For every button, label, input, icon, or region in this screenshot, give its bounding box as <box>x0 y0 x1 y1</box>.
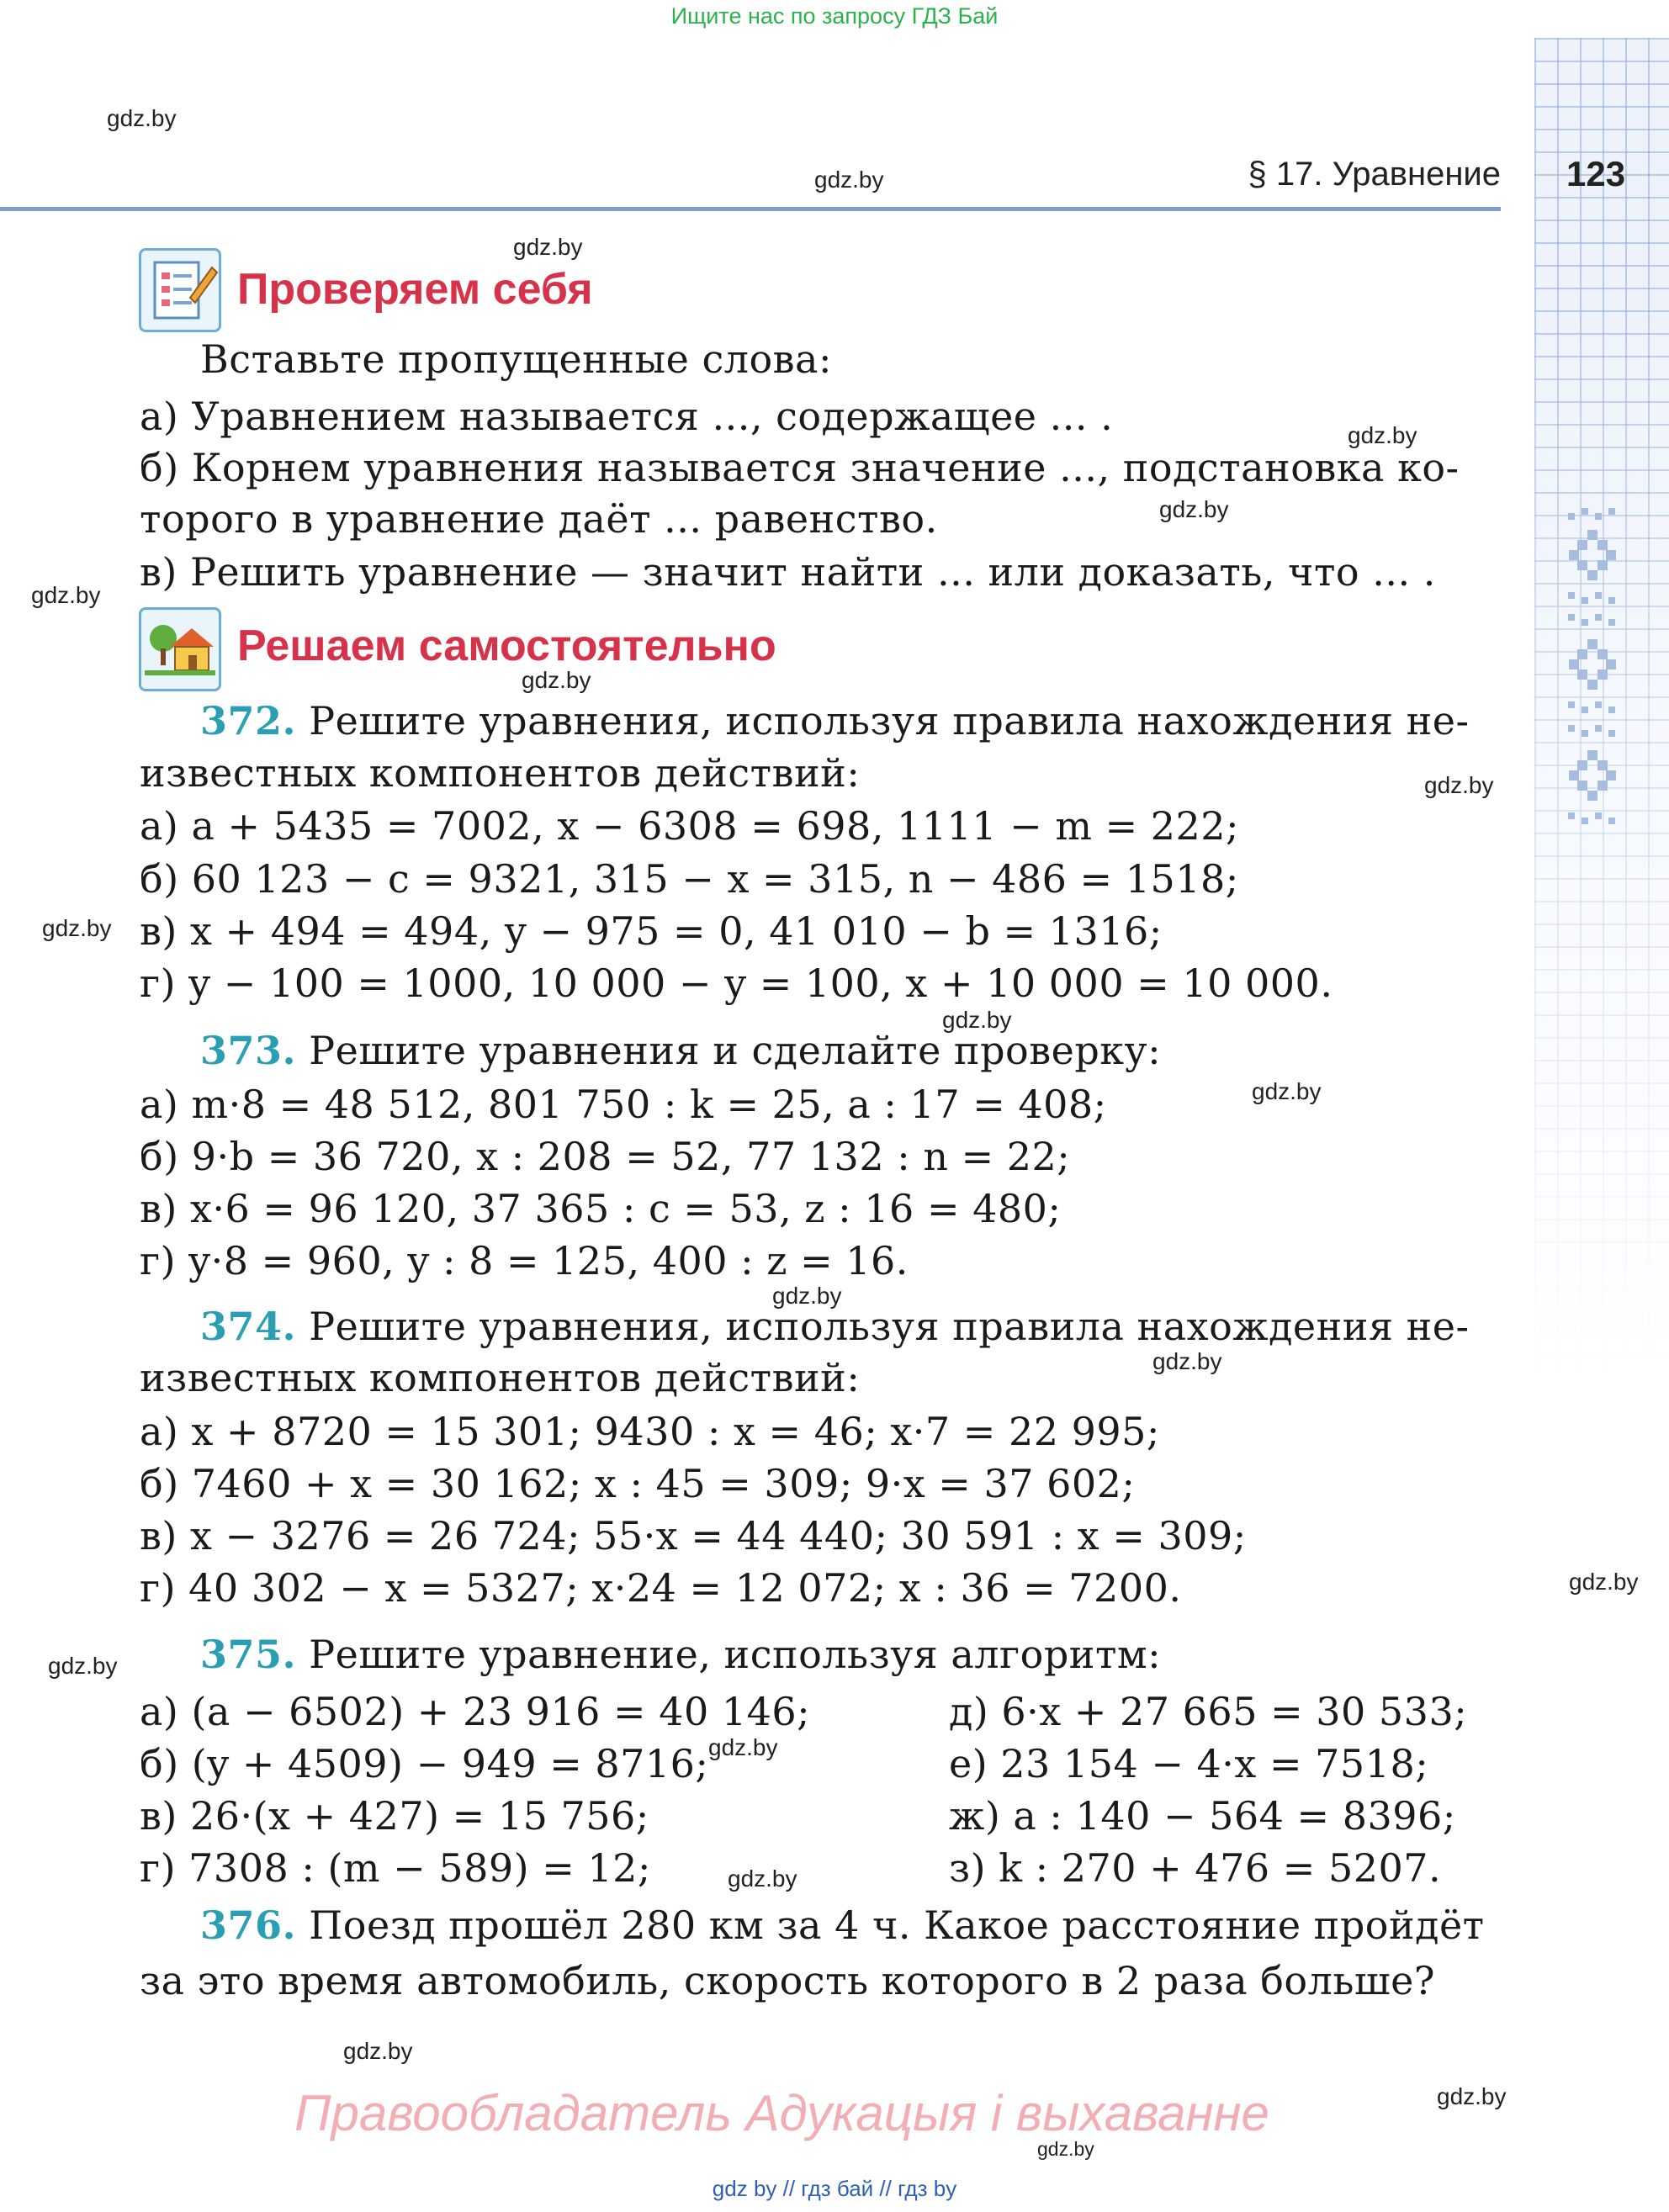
watermark: gdz.by <box>31 582 101 608</box>
task-372-a: а) a + 5435 = 7002, x − 6308 = 698, 1111 − m = 222; <box>140 803 1240 849</box>
folk-ornament-decoration <box>1565 505 1624 900</box>
watermark: gdz.by <box>1037 2138 1094 2160</box>
task-375-d: г) 7308 : (m − 589) = 12; <box>140 1845 651 1891</box>
watermark: gdz.by <box>1152 1348 1222 1374</box>
copyright-footer: Правообладатель Адукацыя і выхаванне <box>294 2085 1269 2141</box>
task-374-a: а) x + 8720 = 15 301; 9430 : x = 46; x·7 = 22 995; <box>140 1409 1160 1454</box>
watermark: gdz.by <box>1569 1569 1639 1595</box>
task-375-e: д) 6·x + 27 665 = 30 533; <box>949 1689 1468 1734</box>
watermark: gdz.by <box>1437 2083 1507 2109</box>
task-374-cont: известных компонентов действий: <box>140 1355 861 1400</box>
task-number: 376. <box>200 1902 297 1948</box>
task-374 <box>200 1304 1470 1349</box>
task-373-c: в) x·6 = 96 120, 37 365 : c = 53, z : 16 = 480; <box>140 1186 1062 1231</box>
check-yourself-heading: Проверяем себя <box>237 265 593 314</box>
check-line-c: в) Решить уравнение — значит найти ... или доказать, что ... . <box>140 549 1436 595</box>
watermark: gdz.by <box>343 2038 413 2064</box>
check-intro: Вставьте пропущенные слова: <box>200 336 832 382</box>
watermark: gdz.by <box>42 915 112 941</box>
task-text: Решите уравнение, используя алгоритм: <box>296 1632 1162 1677</box>
watermark: gdz.by <box>1424 772 1494 798</box>
top-banner[interactable]: Ищите нас по запросу ГДЗ Бай <box>670 3 999 29</box>
task-374-c: в) x − 3276 = 26 724; 55·x = 44 440; 30 591 : x = 309; <box>140 1513 1247 1558</box>
task-372 <box>200 698 1470 744</box>
checklist-icon <box>139 248 221 332</box>
task-375-h: з) k : 270 + 476 = 5207. <box>949 1845 1442 1891</box>
task-375-f: е) 23 154 − 4·x = 7518; <box>949 1741 1429 1786</box>
task-375-c: в) 26·(x + 427) = 15 756; <box>140 1793 649 1839</box>
house-icon <box>139 607 221 691</box>
watermark: gdz.by <box>522 667 591 693</box>
task-number: 375. <box>200 1632 297 1677</box>
task-374-d: г) 40 302 − x = 5327; x·24 = 12 072; x : 36 = 7200. <box>140 1565 1182 1611</box>
task-375-g: ж) a : 140 − 564 = 8396; <box>949 1793 1456 1839</box>
task-number: 374. <box>200 1304 297 1349</box>
task-text: Поезд прошёл 280 км за 4 ч. Какое расстояние пройдёт <box>296 1902 1485 1948</box>
task-373-d: г) y·8 = 960, y : 8 = 125, 400 : z = 16. <box>140 1238 909 1283</box>
check-line-a: а) Уравнением называется ..., содержащее ... . <box>140 394 1114 439</box>
task-373-b: б) 9·b = 36 720, x : 208 = 52, 77 132 : n = 22; <box>140 1134 1071 1179</box>
task-375-a: а) (a − 6502) + 23 916 = 40 146; <box>140 1689 811 1734</box>
task-375 <box>200 1632 1161 1677</box>
watermark: gdz.by <box>107 105 177 131</box>
solve-yourself-heading: Решаем самостоятельно <box>237 622 776 670</box>
header-rule <box>0 207 1501 211</box>
task-372-d: г) y − 100 = 1000, 10 000 − y = 100, x + 10 000 = 10 000. <box>140 960 1333 1006</box>
watermark: gdz.by <box>48 1653 118 1679</box>
watermark: gdz.by <box>1252 1078 1322 1104</box>
watermark: gdz.by <box>942 1007 1012 1033</box>
task-text: Решите уравнения, используя правила нахождения не- <box>296 698 1470 744</box>
page-number: 123 <box>1566 154 1626 193</box>
task-text: Решите уравнения и сделайте проверку: <box>296 1028 1162 1073</box>
task-374-b: б) 7460 + x = 30 162; x : 45 = 309; 9·x = 37 602; <box>140 1461 1136 1506</box>
task-375-b: б) (y + 4509) − 949 = 8716; <box>140 1741 709 1786</box>
watermark: gdz.by <box>1348 422 1417 448</box>
task-373 <box>200 1028 1161 1073</box>
task-372-b: б) 60 123 − c = 9321, 315 − x = 315, n − 486 = 1518; <box>140 856 1239 902</box>
task-372-cont: известных компонентов действий: <box>140 750 861 796</box>
watermark: gdz.by <box>772 1283 842 1309</box>
task-number: 372. <box>200 698 297 744</box>
task-372-c: в) x + 494 = 494, y − 975 = 0, 41 010 − b = 1316; <box>140 908 1163 954</box>
bottom-links[interactable]: gdz by // гдз бай // гдз by <box>712 2176 957 2201</box>
task-373-a: а) m·8 = 48 512, 801 750 : k = 25, a : 17 = 408; <box>140 1082 1107 1127</box>
watermark: gdz.by <box>728 1865 797 1892</box>
section-title: § 17. Уравнение <box>1248 156 1501 193</box>
check-line-b: б) Корнем уравнения называется значение ..., подстановка ко- <box>140 445 1460 490</box>
check-line-b-cont: торого в уравнение даёт ... равенство. <box>140 496 938 542</box>
task-376 <box>200 1902 1485 1948</box>
task-text: Решите уравнения, используя правила нахождения не- <box>296 1304 1470 1349</box>
task-376-cont: за это время автомобиль, скорость которого в 2 раза больше? <box>140 1958 1436 2003</box>
watermark: gdz.by <box>814 167 884 193</box>
watermark: gdz.by <box>1159 496 1229 522</box>
task-number: 373. <box>200 1028 297 1073</box>
watermark: gdz.by <box>513 234 583 260</box>
watermark: gdz.by <box>708 1734 778 1760</box>
margin-grid-decoration <box>1534 38 1669 2212</box>
